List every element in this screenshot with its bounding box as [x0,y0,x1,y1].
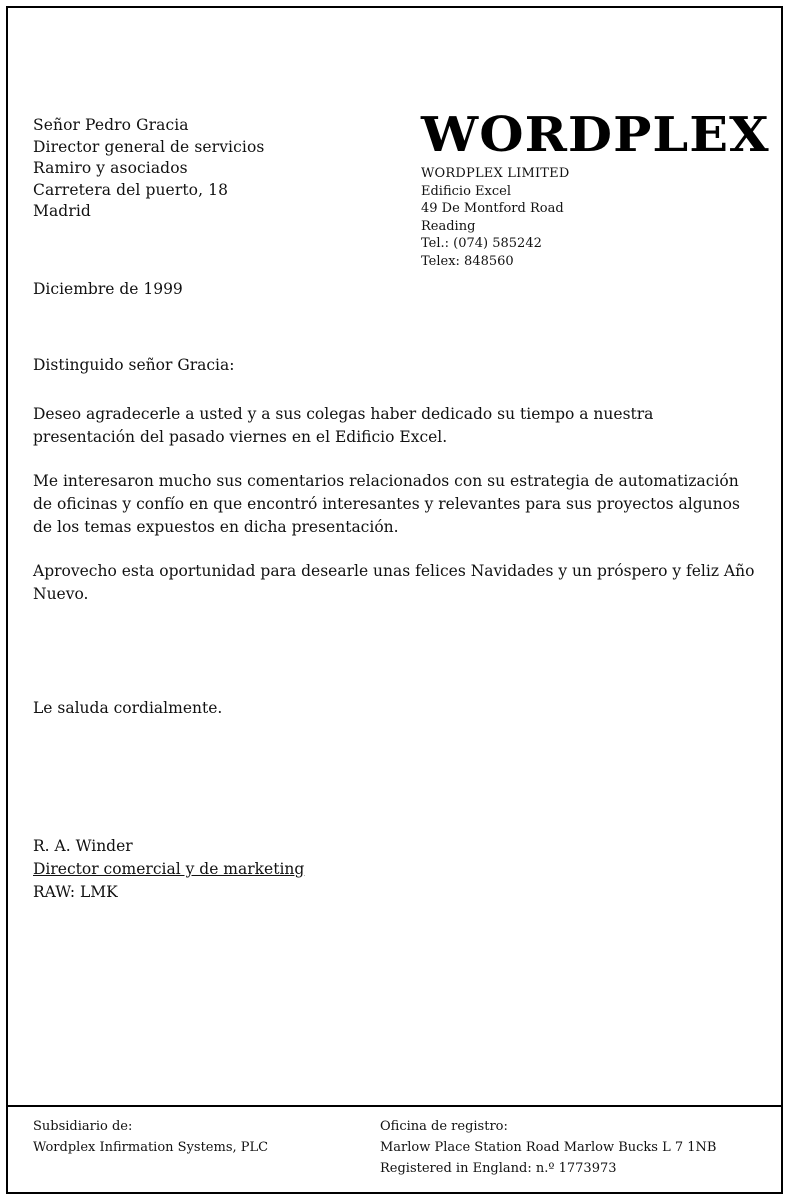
signatory-title: Director comercial y de marketing [33,860,305,878]
company-details [421,165,751,270]
body-paragraph-2: Me interesaron mucho sus comentarios relacionados con su estrategia de automatización de oficinas y confío en que encontró interesantes y relevantes para sus proyectos algunos de los temas expuestos en dicha presentación. [33,472,740,536]
letter-content [8,8,781,1192]
company-address-line-1: Edificio Excel [421,183,511,199]
recipient-line-2: Director general de servicios [33,137,265,156]
recipient-line-5: Madrid [33,202,91,220]
body-paragraph-1: Deseo agradecerle a usted y a sus colegas haber dedicado su tiempo a nuestra presentación del pasado viernes en el Edificio Excel. [33,405,654,446]
recipient-address-block [33,115,264,223]
footer-registered-office [380,1116,716,1179]
letter-closing: Le saluda cordialmente. [33,699,223,717]
signature-reference: RAW: LMK [33,883,118,901]
letter-body [33,403,758,627]
recipient-line-1: Señor Pedro Gracia [33,116,189,134]
recipient-line-4: Carretera del puerto, 18 [33,180,229,199]
body-paragraph-3: Aprovecho esta oportunidad para desearle unas felices Navidades y un próspero y feliz Año Nuevo. [33,562,755,603]
recipient-line-3: Ramiro y asociados [33,159,188,177]
letter-footer [8,1116,781,1192]
letter-sheet [6,6,783,1194]
footer-divider [8,1105,781,1107]
letterhead-block [421,107,770,270]
wordplex-logo: WORDPLEX [421,107,770,163]
signatory-name: R. A. Winder [33,837,133,855]
company-phone: Tel.: (074) 585242 [421,236,542,251]
footer-subsidiary [33,1116,268,1158]
footer-subsidiary-heading: Subsidiario de: [33,1119,133,1134]
footer-subsidiary-name: Wordplex Infirmation Systems, PLC [33,1140,269,1155]
letter-date: Diciembre de 1999 [33,280,183,298]
company-address-line-2: 49 De Montford Road [421,201,564,216]
company-name: WORDPLEX LIMITED [421,166,570,181]
footer-registered-heading: Oficina de registro: [380,1119,508,1134]
footer-registration-number: Registered in England: n.º 1773973 [380,1161,617,1176]
company-telex: Telex: 848560 [421,253,514,269]
letter-salutation: Distinguido señor Gracia: [33,356,235,374]
signature-block [33,835,304,904]
company-address-line-3: Reading [421,218,476,234]
footer-registered-address: Marlow Place Station Road Marlow Bucks L 7 1NB [380,1140,717,1155]
